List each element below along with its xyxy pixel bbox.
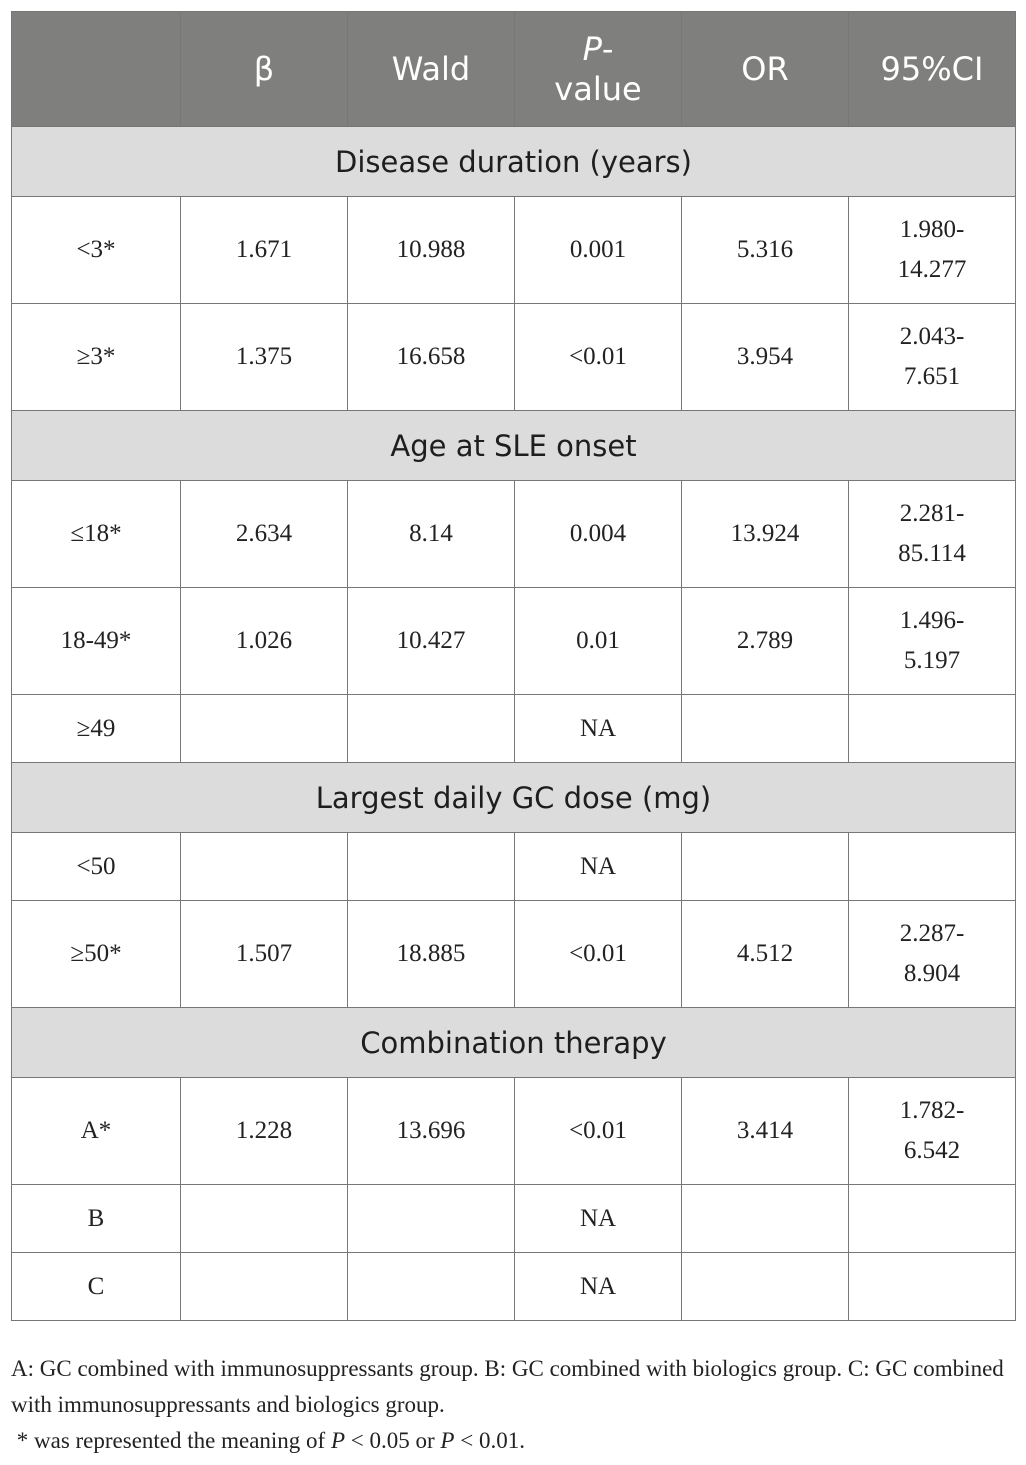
row-label-cell: B	[12, 1185, 181, 1253]
header-blank	[12, 12, 181, 127]
section-title: Combination therapy	[12, 1008, 1016, 1078]
beta-cell: 1.228	[181, 1078, 348, 1185]
wald-cell: 16.658	[348, 304, 515, 411]
table-row	[12, 588, 1016, 695]
row-label-cell: ≥3*	[12, 304, 181, 411]
section-header-row	[12, 763, 1016, 833]
wald-cell	[348, 1253, 515, 1321]
p-value-cell: 0.01	[515, 588, 682, 695]
row-label-cell: 18-49*	[12, 588, 181, 695]
p-value-cell: 0.001	[515, 197, 682, 304]
ci-cell	[849, 197, 1016, 304]
or-cell: 5.316	[682, 197, 849, 304]
p-value-cell: NA	[515, 695, 682, 763]
p-value-cell: <0.01	[515, 304, 682, 411]
or-cell: 2.789	[682, 588, 849, 695]
row-label-cell: <50	[12, 833, 181, 901]
or-cell	[682, 695, 849, 763]
row-label-cell: ≤18*	[12, 481, 181, 588]
section-header-row	[12, 411, 1016, 481]
footnote-p-symbol-1: P	[330, 1428, 346, 1453]
table-row	[12, 901, 1016, 1008]
wald-cell: 10.988	[348, 197, 515, 304]
ci-cell	[849, 588, 1016, 695]
footnote-sig-text-c: < 0.01.	[454, 1428, 525, 1453]
footnote-significance	[11, 1423, 1015, 1459]
table-row	[12, 1078, 1016, 1185]
table-row	[12, 481, 1016, 588]
footnote-p-symbol-2: P	[440, 1428, 455, 1453]
or-cell	[682, 1253, 849, 1321]
table-row	[12, 304, 1016, 411]
header-or: OR	[682, 12, 849, 127]
or-cell: 4.512	[682, 901, 849, 1008]
beta-cell	[181, 1253, 348, 1321]
section-title: Age at SLE onset	[12, 411, 1016, 481]
p-value-cell: <0.01	[515, 1078, 682, 1185]
footnote-sig-text-b: < 0.05 or	[345, 1428, 441, 1453]
regression-table	[11, 11, 1016, 1321]
ci-upper: 85.114	[898, 540, 966, 567]
row-label-cell: <3*	[12, 197, 181, 304]
ci-cell	[849, 1253, 1016, 1321]
regression-table-container	[11, 11, 1015, 1321]
header-ci: 95%CI	[849, 12, 1016, 127]
ci-cell	[849, 833, 1016, 901]
p-value-cell: NA	[515, 1253, 682, 1321]
wald-cell: 8.14	[348, 481, 515, 588]
header-p-dash: -	[601, 30, 614, 68]
ci-lower: 1.496-	[899, 607, 965, 634]
beta-cell: 2.634	[181, 481, 348, 588]
beta-cell	[181, 1185, 348, 1253]
ci-lower: 2.043-	[899, 323, 965, 350]
section-header-row	[12, 1008, 1016, 1078]
table-row	[12, 695, 1016, 763]
footnote-star: *	[16, 1428, 29, 1453]
header-beta: β	[181, 12, 348, 127]
ci-lower: 2.281-	[899, 500, 965, 527]
wald-cell	[348, 1185, 515, 1253]
header-p-value	[515, 12, 682, 127]
table-header-row	[12, 12, 1016, 127]
section-title: Disease duration (years)	[12, 127, 1016, 197]
ci-cell	[849, 481, 1016, 588]
beta-cell: 1.507	[181, 901, 348, 1008]
header-p-value-word: value	[554, 70, 642, 108]
wald-cell	[348, 833, 515, 901]
or-cell: 13.924	[682, 481, 849, 588]
row-label-cell: A*	[12, 1078, 181, 1185]
p-value-cell: NA	[515, 1185, 682, 1253]
beta-cell: 1.026	[181, 588, 348, 695]
section-header-row	[12, 127, 1016, 197]
ci-cell	[849, 1078, 1016, 1185]
ci-cell	[849, 695, 1016, 763]
p-value-cell: <0.01	[515, 901, 682, 1008]
ci-upper: 14.277	[897, 256, 967, 283]
ci-cell	[849, 901, 1016, 1008]
table-footnotes	[11, 1351, 1015, 1459]
ci-lower: 2.287-	[899, 920, 965, 947]
ci-upper: 7.651	[903, 363, 961, 390]
row-label-cell: ≥50*	[12, 901, 181, 1008]
wald-cell	[348, 695, 515, 763]
or-cell	[682, 1185, 849, 1253]
p-value-cell: NA	[515, 833, 682, 901]
wald-cell: 10.427	[348, 588, 515, 695]
p-value-cell: 0.004	[515, 481, 682, 588]
row-label-cell: C	[12, 1253, 181, 1321]
ci-upper: 6.542	[903, 1137, 961, 1164]
row-label-cell: ≥49	[12, 695, 181, 763]
header-p-italic: P	[582, 30, 602, 68]
section-title: Largest daily GC dose (mg)	[12, 763, 1016, 833]
ci-lower: 1.782-	[899, 1097, 965, 1124]
wald-cell: 13.696	[348, 1078, 515, 1185]
beta-cell	[181, 833, 348, 901]
ci-cell	[849, 1185, 1016, 1253]
table-body	[12, 127, 1016, 1321]
beta-cell	[181, 695, 348, 763]
beta-cell: 1.375	[181, 304, 348, 411]
footnote-sig-text-a: was represented the meaning of	[28, 1428, 331, 1453]
table-row	[12, 1253, 1016, 1321]
ci-upper: 8.904	[903, 960, 961, 987]
table-row	[12, 197, 1016, 304]
or-cell: 3.954	[682, 304, 849, 411]
ci-upper: 5.197	[903, 647, 961, 674]
header-wald: Wald	[348, 12, 515, 127]
ci-lower: 1.980-	[899, 216, 965, 243]
table-row	[12, 1185, 1016, 1253]
ci-cell	[849, 304, 1016, 411]
or-cell	[682, 833, 849, 901]
beta-cell: 1.671	[181, 197, 348, 304]
or-cell: 3.414	[682, 1078, 849, 1185]
wald-cell: 18.885	[348, 901, 515, 1008]
table-row	[12, 833, 1016, 901]
footnote-groups: A: GC combined with immunosuppressants group. B: GC combined with biologics group. C: GC combined with immunosuppressants and biologics group.	[11, 1356, 1004, 1417]
